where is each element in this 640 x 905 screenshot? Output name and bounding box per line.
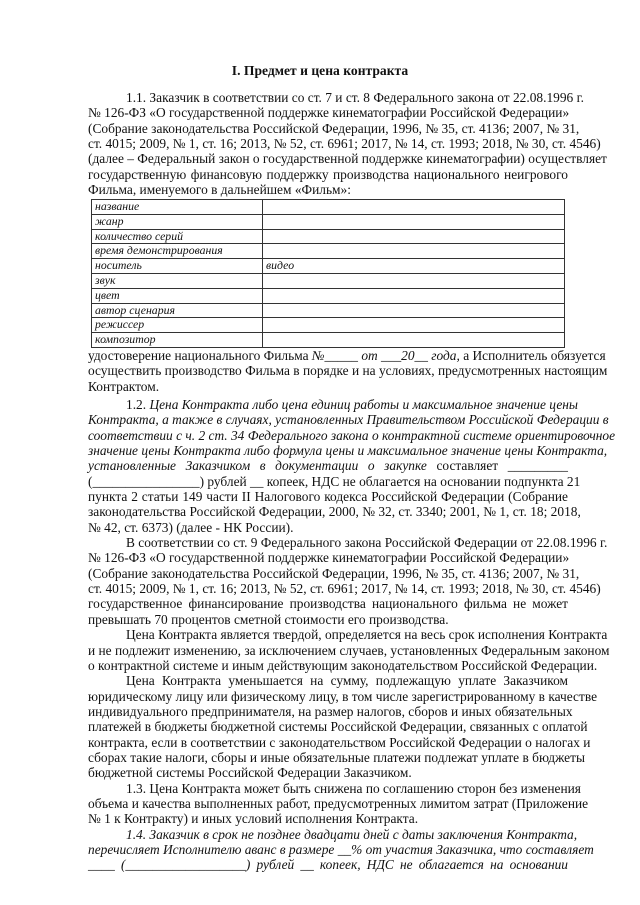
text-line: [88, 397, 578, 412]
text-line: [88, 795, 589, 811]
text: государственное финансирование производства национального фильма не может: [88, 596, 568, 612]
section-title: I. Предмет и цена контракта: [231, 63, 409, 78]
text-line: [88, 719, 588, 735]
text: индивидуального предпринимателя, на размер налогов, сборов и иных обязательных: [88, 703, 573, 719]
italic-text: соответствии с ч. 2 ст. 34 Федерального закона о контрактной системе ориентировочное: [88, 427, 616, 443]
text-line: [88, 473, 581, 489]
text: (Собрание законодательства Российской Федерации, 1996, № 35, ст. 4136; 2007, № 31,: [88, 120, 580, 136]
text-line: [88, 550, 568, 565]
text: удостоверение национального Фильма: [88, 348, 312, 363]
field-label: жанр: [92, 214, 263, 229]
field-label: композитор: [92, 333, 263, 348]
text-line: [88, 657, 598, 673]
text-line: [88, 565, 580, 581]
text-line: [88, 857, 568, 872]
text: и не подлежит изменению, за исключением случаев, установленных Федеральным законом: [88, 642, 610, 658]
text-line: [88, 412, 609, 428]
field-value: [263, 200, 565, 215]
table-row: [92, 288, 565, 303]
table-row: [92, 229, 565, 244]
text: осуществить производство Фильма в порядке и на условиях, предусмотренных настоящим: [88, 363, 608, 379]
text: платежей в бюджеты бюджетной системы Российской Федерации, связанных с оплатой: [88, 719, 588, 735]
text: превышать 70 процентов сметной стоимости его производства.: [88, 611, 449, 627]
table-row: [92, 244, 565, 259]
text-line: [88, 379, 568, 394]
text: В соответствии со ст. 9 Федерального закона Российской Федерации от 22.08.1996 г.: [126, 535, 608, 551]
field-value: [263, 318, 565, 333]
text-line: [88, 136, 601, 152]
field-value: видео: [263, 259, 565, 274]
text-line: [88, 167, 568, 182]
field-label: автор сценария: [92, 303, 263, 318]
italic-text: установленные Заказчиком в документации о закупке: [88, 458, 427, 474]
text-line: [88, 427, 616, 443]
text: государственную финансовую поддержку производства национального неигрового: [88, 166, 568, 182]
italic-text: Цена Контракта либо цена единиц работы и максимальное значение цены: [149, 397, 578, 412]
text-line: [88, 673, 568, 688]
text-line: [88, 703, 573, 719]
table-row: [92, 318, 565, 333]
text-line: [88, 348, 606, 363]
paragraph-1-1: [88, 90, 607, 198]
text: № 42, ст. 6373) (далее - НК России).: [88, 519, 294, 535]
field-label: режиссер: [92, 318, 263, 333]
text-line: [88, 90, 584, 105]
field-label: время демонстрирования: [92, 244, 263, 259]
film-details-table: [91, 199, 565, 348]
text-line: [88, 612, 568, 627]
text-line: [88, 826, 578, 842]
text: Фильма, именуемого в дальнейшем «Фильм»:: [88, 182, 351, 198]
price-paragraphs: [88, 397, 616, 873]
text: а Исполнитель обязуется: [459, 348, 606, 363]
italic-text: перечисляет Исполнителю аванс в размере __% от участия Заказчика, что составляет: [88, 841, 594, 857]
table-row: [92, 303, 565, 318]
text: (Собрание законодательства Российской Федерации, 1996, № 35, ст. 4136; 2007, № 31,: [88, 565, 580, 581]
text-line: [88, 749, 585, 765]
text: о контрактной системе и иным действующим законодательством Российской Федерации.: [88, 657, 598, 673]
text: Цена Контракта уменьшается на сумму, подлежащую уплате Заказчиком: [126, 673, 568, 689]
text-line: [88, 596, 568, 611]
text: Цена Контракта является твердой, определяется на весь срок исполнения Контракта: [126, 627, 608, 643]
film-certificate-paragraph: [88, 348, 608, 394]
field-label: количество серий: [92, 229, 263, 244]
italic-text: ____ (__________________) рублей __ копеек, НДС не облагается на основании: [88, 857, 568, 873]
text-line: [88, 504, 581, 520]
text: бюджетной системы Российской Федерации Заказчиком.: [88, 765, 412, 781]
italic-text: №_____ от ___20__ года,: [311, 348, 460, 363]
table-row: [92, 273, 565, 288]
text-line: [88, 458, 568, 473]
field-label: носитель: [92, 259, 263, 274]
italic-text: Контракта, а также в случаях, установленных Правительством Российской Федерации в: [88, 412, 609, 428]
text-line: [88, 535, 608, 551]
text: пункта 2 статьи 149 части II Налогового кодекса Российской Федерации (Собрание: [88, 489, 568, 505]
text: 1.2.: [126, 397, 150, 412]
text-line: [88, 363, 608, 379]
field-value: [263, 273, 565, 288]
italic-text: значение цены Контракта либо формула цены и максимальное значение цены Контракта,: [88, 443, 608, 459]
text: (далее – Федеральный закон о государственной поддержке кинематографии) осуществляет: [88, 151, 607, 167]
text-line: [88, 642, 610, 658]
field-label: название: [92, 200, 263, 215]
text: ст. 4015; 2009, № 1, ст. 16; 2013, № 52, ст. 6961; 2017, № 14, ст. 1993; 2018, № 30, ст. 4546): [88, 136, 601, 152]
text: (________________) рублей __ копеек, НДС не облагается на основании подпункта 21: [88, 473, 581, 489]
field-value: [263, 229, 565, 244]
text: объема и качества выполненных работ, предусмотренных лимитом затрат (Приложение: [88, 795, 589, 811]
text: 1.3. Цена Контракта может быть снижена по соглашению сторон без изменения: [126, 780, 581, 796]
text-line: [88, 780, 581, 796]
table-row: [92, 333, 565, 348]
table-row: [92, 259, 565, 274]
text-line: [88, 151, 607, 167]
text-line: [88, 811, 568, 826]
field-value: [263, 214, 565, 229]
field-label: цвет: [92, 288, 263, 303]
text: контракта, если в соответствии с законодательством Российской Федерации о налогах и: [88, 734, 591, 750]
field-value: [263, 244, 565, 259]
field-label: звук: [92, 273, 263, 288]
table-row: [92, 200, 565, 215]
text: юридическому лицу или физическому лицу, в том числе зарегистрированному в качестве: [88, 688, 598, 704]
field-value: [263, 333, 565, 348]
field-value: [263, 303, 565, 318]
text-line: [88, 841, 594, 857]
text: № 1 к Контракту) и иных условий исполнения Контракта.: [88, 811, 419, 827]
table-row: [92, 214, 565, 229]
text: № 126-ФЗ «О государственной поддержке кинематографии Российской Федерации»: [88, 550, 570, 566]
text: законодательства Российской Федерации, 2000, № 32, ст. 3340; 2001, № 1, ст. 18; 2018,: [88, 504, 581, 520]
text-line: [88, 520, 568, 535]
text-line: [88, 688, 598, 704]
text-line: [88, 105, 568, 120]
text: № 126-ФЗ «О государственной поддержке кинематографии Российской Федерации»: [88, 105, 570, 121]
text-line: [88, 734, 591, 750]
text: ст. 4015; 2009, № 1, ст. 16; 2013, № 52, ст. 6961; 2017, № 14, ст. 1993; 2018, № 30, ст. 4546): [88, 581, 601, 597]
text-line: [88, 489, 568, 504]
text-line: [88, 443, 608, 459]
text: Контрактом.: [88, 378, 160, 394]
text-line: [88, 581, 601, 597]
italic-text: 1.4. Заказчик в срок не позднее двадцати дней с даты заключения Контракта,: [126, 826, 578, 842]
text: составляет _________: [426, 458, 568, 474]
text-line: [88, 182, 568, 197]
text: сборах такие налоги, сборы и иные обязательные платежи подлежат уплате в бюджеты: [88, 749, 585, 765]
field-value: [263, 288, 565, 303]
text-line: [88, 765, 568, 780]
text-line: [88, 120, 580, 136]
text: 1.1. Заказчик в соответствии со ст. 7 и ст. 8 Федерального закона от 22.08.1996 г.: [126, 90, 584, 105]
text-line: [88, 627, 608, 643]
